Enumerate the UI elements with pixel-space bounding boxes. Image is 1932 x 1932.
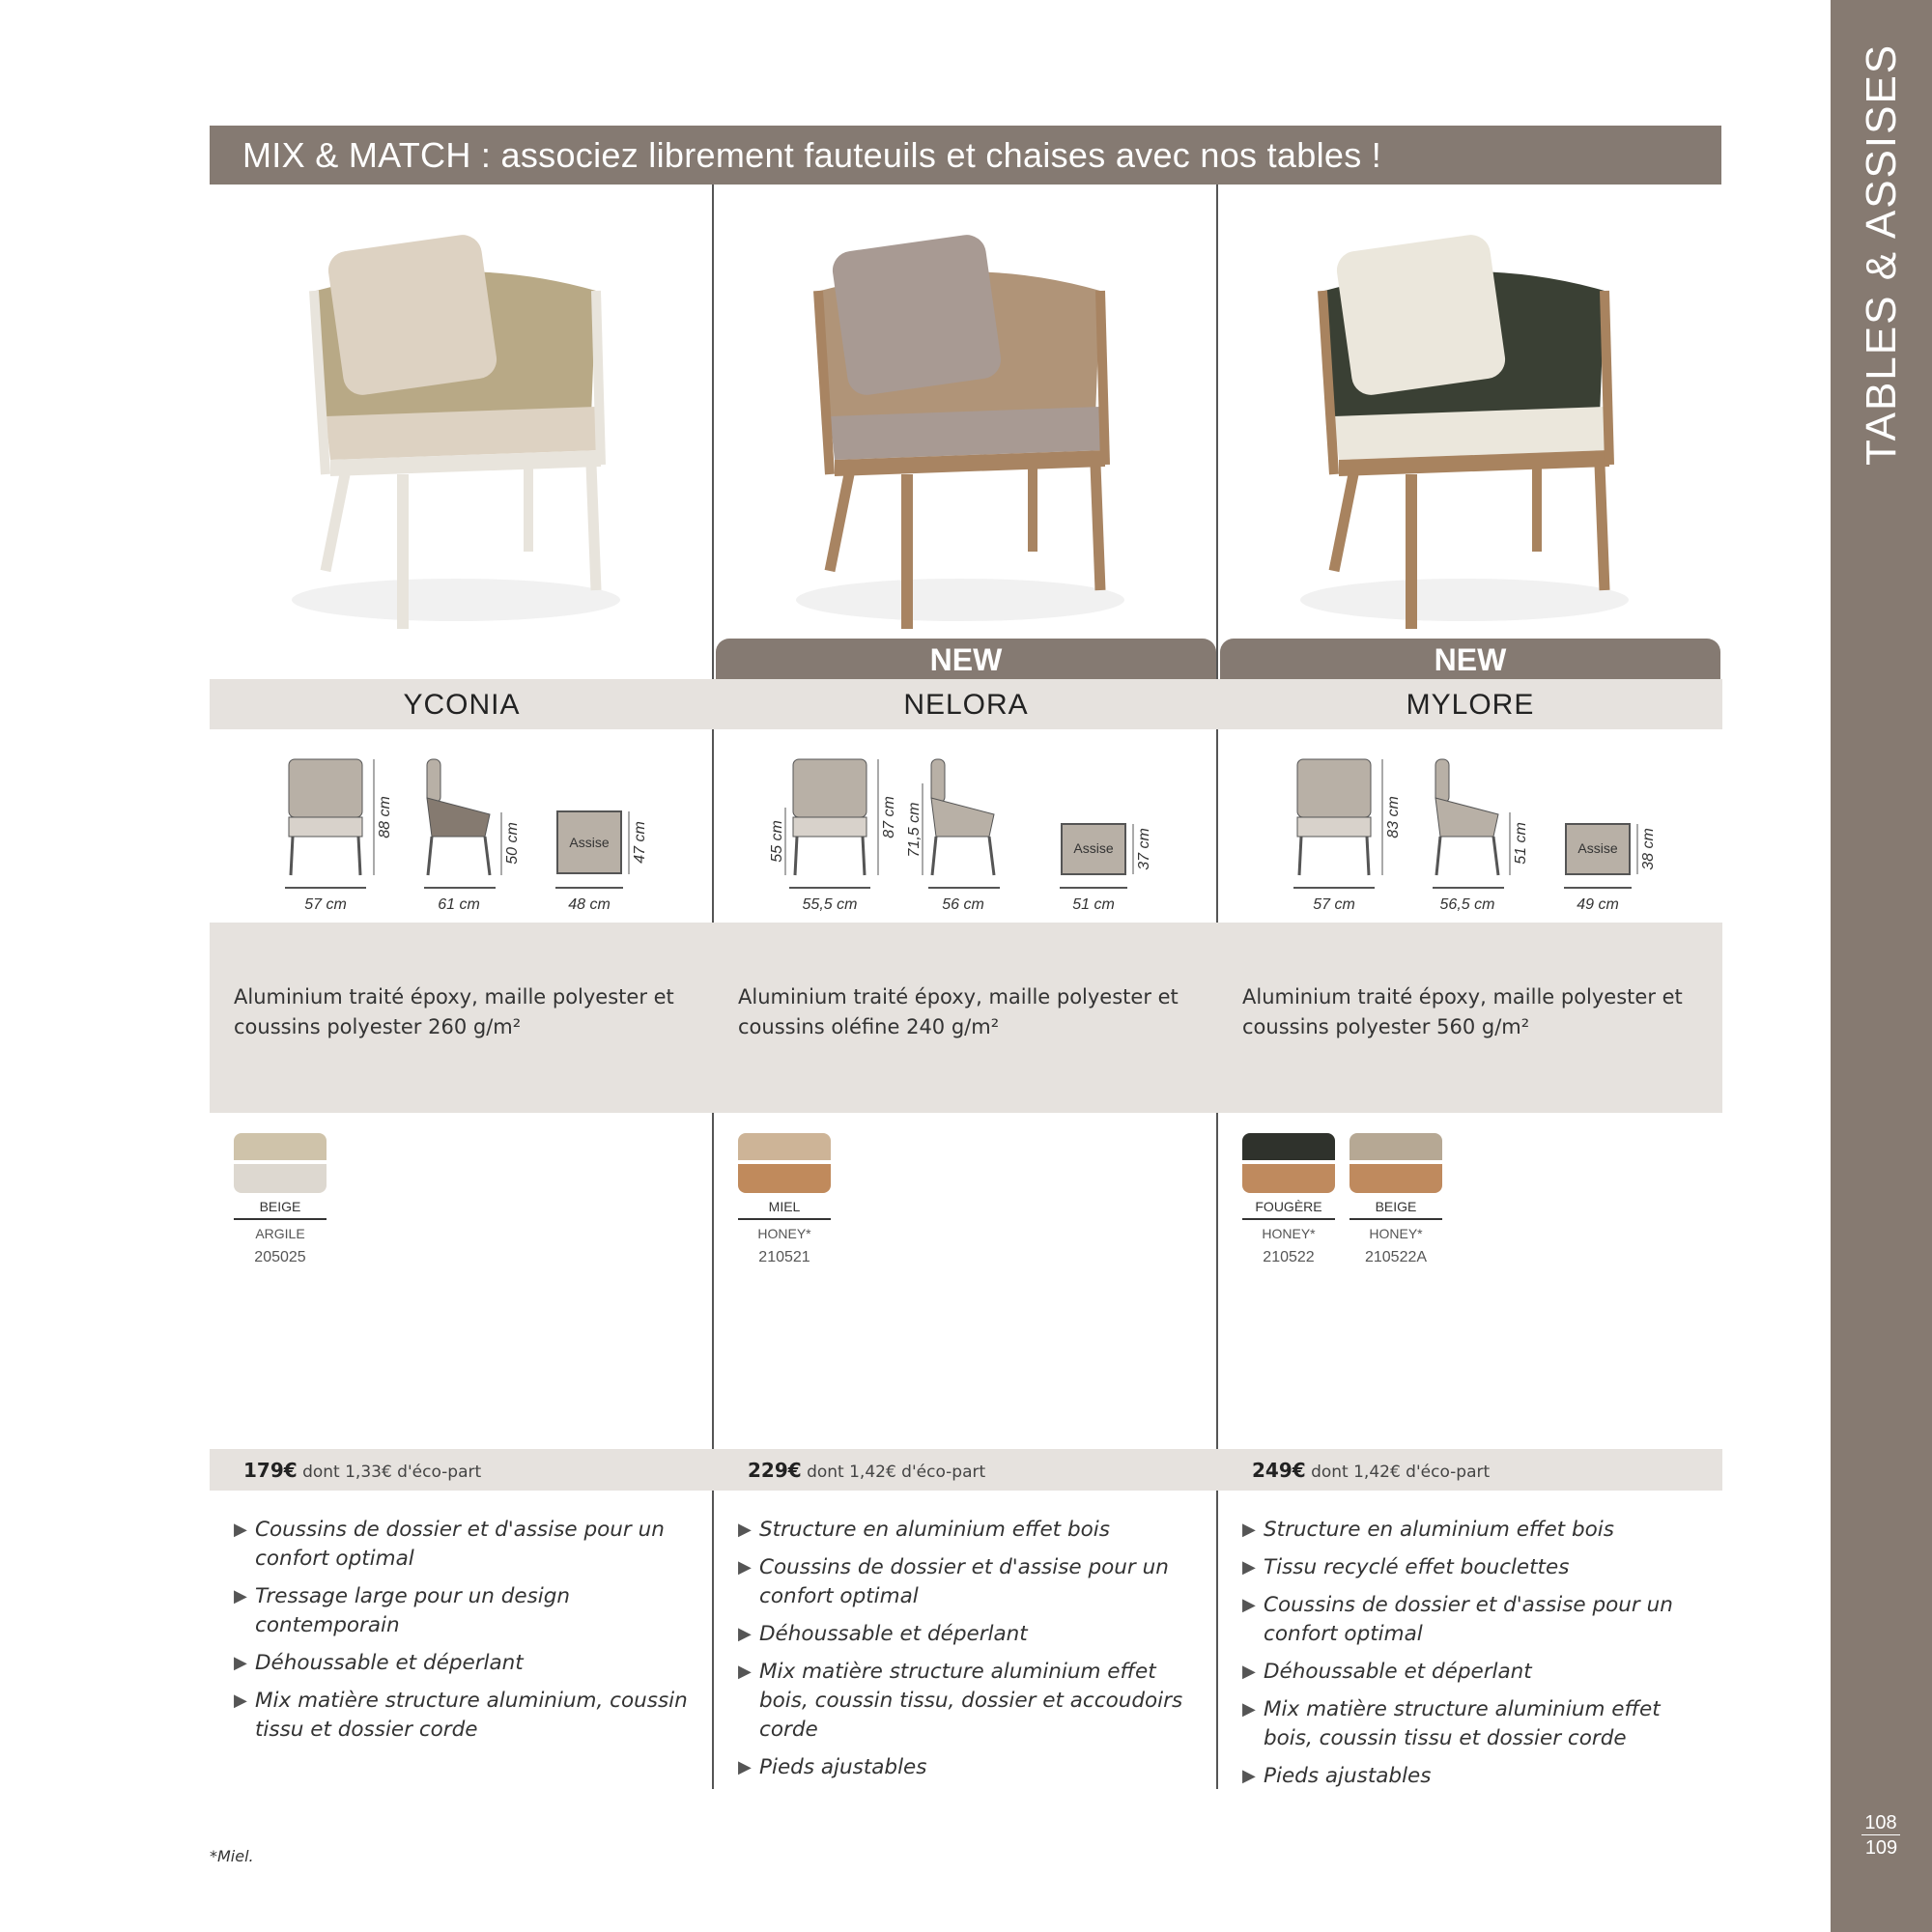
seat-width-label: 49 cm bbox=[1577, 896, 1619, 913]
color-swatch[interactable] bbox=[738, 1133, 831, 1266]
page-number-left: 108 bbox=[1861, 1812, 1900, 1835]
seat-depth-label: 37 cm bbox=[1136, 828, 1152, 870]
dimension-diagrams bbox=[210, 745, 714, 919]
swatch-frame-color: ARGILE bbox=[255, 1226, 305, 1241]
height-label: 83 cm bbox=[1385, 796, 1402, 838]
eco-participation: dont 1,42€ d'éco-part bbox=[807, 1463, 986, 1482]
seat-height-label: 50 cm bbox=[504, 822, 521, 865]
swatch-chip bbox=[738, 1133, 831, 1193]
product-image bbox=[714, 185, 1218, 639]
side-depth-label: 56 cm bbox=[942, 896, 984, 913]
feature-item: ▶ Structure en aluminium effet bois bbox=[738, 1516, 1211, 1545]
feature-item: ▶ Mix matière structure aluminium effet bois, coussin tissu, dossier et accoudoirs corde bbox=[738, 1660, 1183, 1742]
color-swatch[interactable] bbox=[234, 1133, 327, 1266]
side-depth-label: 61 cm bbox=[438, 896, 480, 913]
feature-item: ▶ Déhoussable et déperlant bbox=[234, 1649, 707, 1678]
feature-item: ▶ Tissu recyclé effet bouclettes bbox=[1242, 1553, 1716, 1582]
seat-width-label: 51 cm bbox=[1072, 896, 1115, 913]
triangle-bullet-icon: ▶ bbox=[1242, 1520, 1256, 1540]
feature-item: ▶ Pieds ajustables bbox=[1242, 1762, 1716, 1791]
side-depth-label: 56,5 cm bbox=[1439, 896, 1495, 913]
feature-list bbox=[234, 1516, 707, 1753]
feature-item: ▶ Mix matière structure aluminium effet bois, coussin tissu et dossier corde bbox=[1242, 1697, 1661, 1750]
swatch-frame-color: HONEY* bbox=[1262, 1226, 1316, 1241]
price: 229€ bbox=[748, 1459, 802, 1482]
swatch-chip bbox=[1350, 1133, 1442, 1193]
triangle-bullet-icon: ▶ bbox=[738, 1520, 752, 1540]
price-bar bbox=[210, 1449, 714, 1491]
seat-height-label: 51 cm bbox=[1513, 822, 1529, 865]
feature-item: ▶ Tressage large pour un design contemporain bbox=[234, 1584, 571, 1637]
triangle-bullet-icon: ▶ bbox=[738, 1662, 752, 1682]
triangle-bullet-icon: ▶ bbox=[234, 1653, 247, 1673]
feature-item: ▶ Déhoussable et déperlant bbox=[1242, 1658, 1716, 1687]
seat-label: Assise bbox=[1577, 840, 1618, 856]
swatch-reference: 210522A bbox=[1364, 1249, 1428, 1265]
eco-participation: dont 1,42€ d'éco-part bbox=[1311, 1463, 1491, 1482]
color-swatch[interactable] bbox=[1242, 1133, 1335, 1266]
armrest-height-label: 71,5 cm bbox=[906, 802, 923, 858]
seat-label: Assise bbox=[569, 835, 610, 850]
seat-width-label: 48 cm bbox=[568, 896, 611, 913]
front-width-label: 55,5 cm bbox=[802, 896, 858, 913]
feature-list bbox=[1242, 1516, 1716, 1800]
product-materials: Aluminium traité époxy, maille polyester et coussins oléfine 240 g/m² bbox=[714, 923, 1218, 1113]
product-name: YCONIA bbox=[210, 679, 714, 729]
price: 179€ bbox=[243, 1459, 298, 1482]
color-swatch[interactable] bbox=[1350, 1133, 1442, 1266]
front-view-diagram bbox=[285, 759, 393, 913]
section-header-banner: MIX & MATCH : associez librement fauteuils et chaises avec nos tables ! bbox=[210, 126, 1721, 185]
side-view-diagram bbox=[906, 759, 1000, 913]
feature-item: ▶ Coussins de dossier et d'assise pour un confort optimal bbox=[234, 1518, 665, 1571]
feature-item: ▶ Coussins de dossier et d'assise pour un confort optimal bbox=[1242, 1593, 1673, 1646]
swatch-reference: 210521 bbox=[758, 1249, 810, 1265]
triangle-bullet-icon: ▶ bbox=[738, 1557, 752, 1577]
swatch-frame-color: HONEY* bbox=[757, 1226, 811, 1241]
product-name: NELORA bbox=[714, 679, 1218, 729]
product-image bbox=[1218, 185, 1722, 639]
product-column-mylore bbox=[1218, 185, 1722, 1827]
side-view-diagram bbox=[424, 759, 521, 913]
seat-diagram bbox=[1564, 824, 1657, 913]
swatch-reference: 210522 bbox=[1263, 1249, 1315, 1265]
front-view-diagram bbox=[1293, 759, 1402, 913]
triangle-bullet-icon: ▶ bbox=[738, 1624, 752, 1644]
height-label: 88 cm bbox=[377, 796, 393, 838]
swatch-frame-color: HONEY* bbox=[1369, 1226, 1423, 1241]
swatch-fabric-color: BEIGE bbox=[234, 1199, 327, 1220]
height-label: 87 cm bbox=[881, 796, 897, 838]
front-width-label: 57 cm bbox=[1313, 896, 1355, 913]
swatch-fabric-color: BEIGE bbox=[1350, 1199, 1442, 1220]
dimension-diagrams bbox=[714, 745, 1218, 919]
footnote: *Miel. bbox=[210, 1847, 254, 1865]
sidebar-section-title: TABLES & ASSISES bbox=[1858, 43, 1905, 466]
triangle-bullet-icon: ▶ bbox=[1242, 1699, 1256, 1719]
swatch-chip bbox=[1242, 1133, 1335, 1193]
side-view-diagram bbox=[1433, 759, 1529, 913]
sidebar-section-tab bbox=[1831, 0, 1932, 1932]
feature-item: ▶ Mix matière structure aluminium, coussin tissu et dossier corde bbox=[234, 1689, 688, 1742]
seat-back-height-label: 55 cm bbox=[769, 820, 785, 863]
seat-diagram bbox=[555, 811, 648, 913]
new-badge: NEW bbox=[716, 639, 1216, 679]
swatch-fabric-color: FOUGÈRE bbox=[1242, 1199, 1335, 1220]
feature-item: ▶ Pieds ajustables bbox=[738, 1753, 1211, 1782]
triangle-bullet-icon: ▶ bbox=[234, 1586, 247, 1606]
swatch-chip bbox=[234, 1133, 327, 1193]
swatch-reference: 205025 bbox=[254, 1249, 306, 1265]
triangle-bullet-icon: ▶ bbox=[234, 1520, 247, 1540]
product-name: MYLORE bbox=[1218, 679, 1722, 729]
new-badge: NEW bbox=[1220, 639, 1720, 679]
product-materials: Aluminium traité époxy, maille polyester et coussins polyester 260 g/m² bbox=[210, 923, 714, 1113]
price-bar bbox=[714, 1449, 1218, 1491]
seat-depth-label: 47 cm bbox=[632, 821, 648, 864]
front-view-diagram bbox=[769, 759, 897, 913]
product-materials: Aluminium traité époxy, maille polyester et coussins polyester 560 g/m² bbox=[1218, 923, 1722, 1113]
chair-photo bbox=[714, 185, 1218, 639]
front-width-label: 57 cm bbox=[304, 896, 347, 913]
price: 249€ bbox=[1252, 1459, 1306, 1482]
seat-label: Assise bbox=[1073, 840, 1114, 856]
dimension-diagrams bbox=[1218, 745, 1722, 919]
feature-item: ▶ Coussins de dossier et d'assise pour un confort optimal bbox=[738, 1555, 1169, 1608]
product-image bbox=[210, 185, 714, 639]
triangle-bullet-icon: ▶ bbox=[738, 1757, 752, 1777]
product-column-nelora bbox=[714, 185, 1218, 1827]
swatch-fabric-color: MIEL bbox=[738, 1199, 831, 1220]
price-bar bbox=[1218, 1449, 1722, 1491]
product-column-yconia bbox=[210, 185, 714, 1827]
feature-item: ▶ Déhoussable et déperlant bbox=[738, 1620, 1211, 1649]
page-number-right: 109 bbox=[1864, 1837, 1898, 1859]
triangle-bullet-icon: ▶ bbox=[1242, 1595, 1256, 1615]
eco-participation: dont 1,33€ d'éco-part bbox=[302, 1463, 482, 1482]
feature-list bbox=[738, 1516, 1211, 1791]
seat-diagram bbox=[1060, 824, 1152, 913]
chair-photo bbox=[210, 185, 714, 639]
seat-depth-label: 38 cm bbox=[1640, 828, 1657, 870]
triangle-bullet-icon: ▶ bbox=[1242, 1662, 1256, 1682]
triangle-bullet-icon: ▶ bbox=[1242, 1557, 1256, 1577]
triangle-bullet-icon: ▶ bbox=[1242, 1766, 1256, 1786]
chair-photo bbox=[1218, 185, 1722, 639]
triangle-bullet-icon: ▶ bbox=[234, 1690, 247, 1711]
feature-item: ▶ Structure en aluminium effet bois bbox=[1242, 1516, 1716, 1545]
